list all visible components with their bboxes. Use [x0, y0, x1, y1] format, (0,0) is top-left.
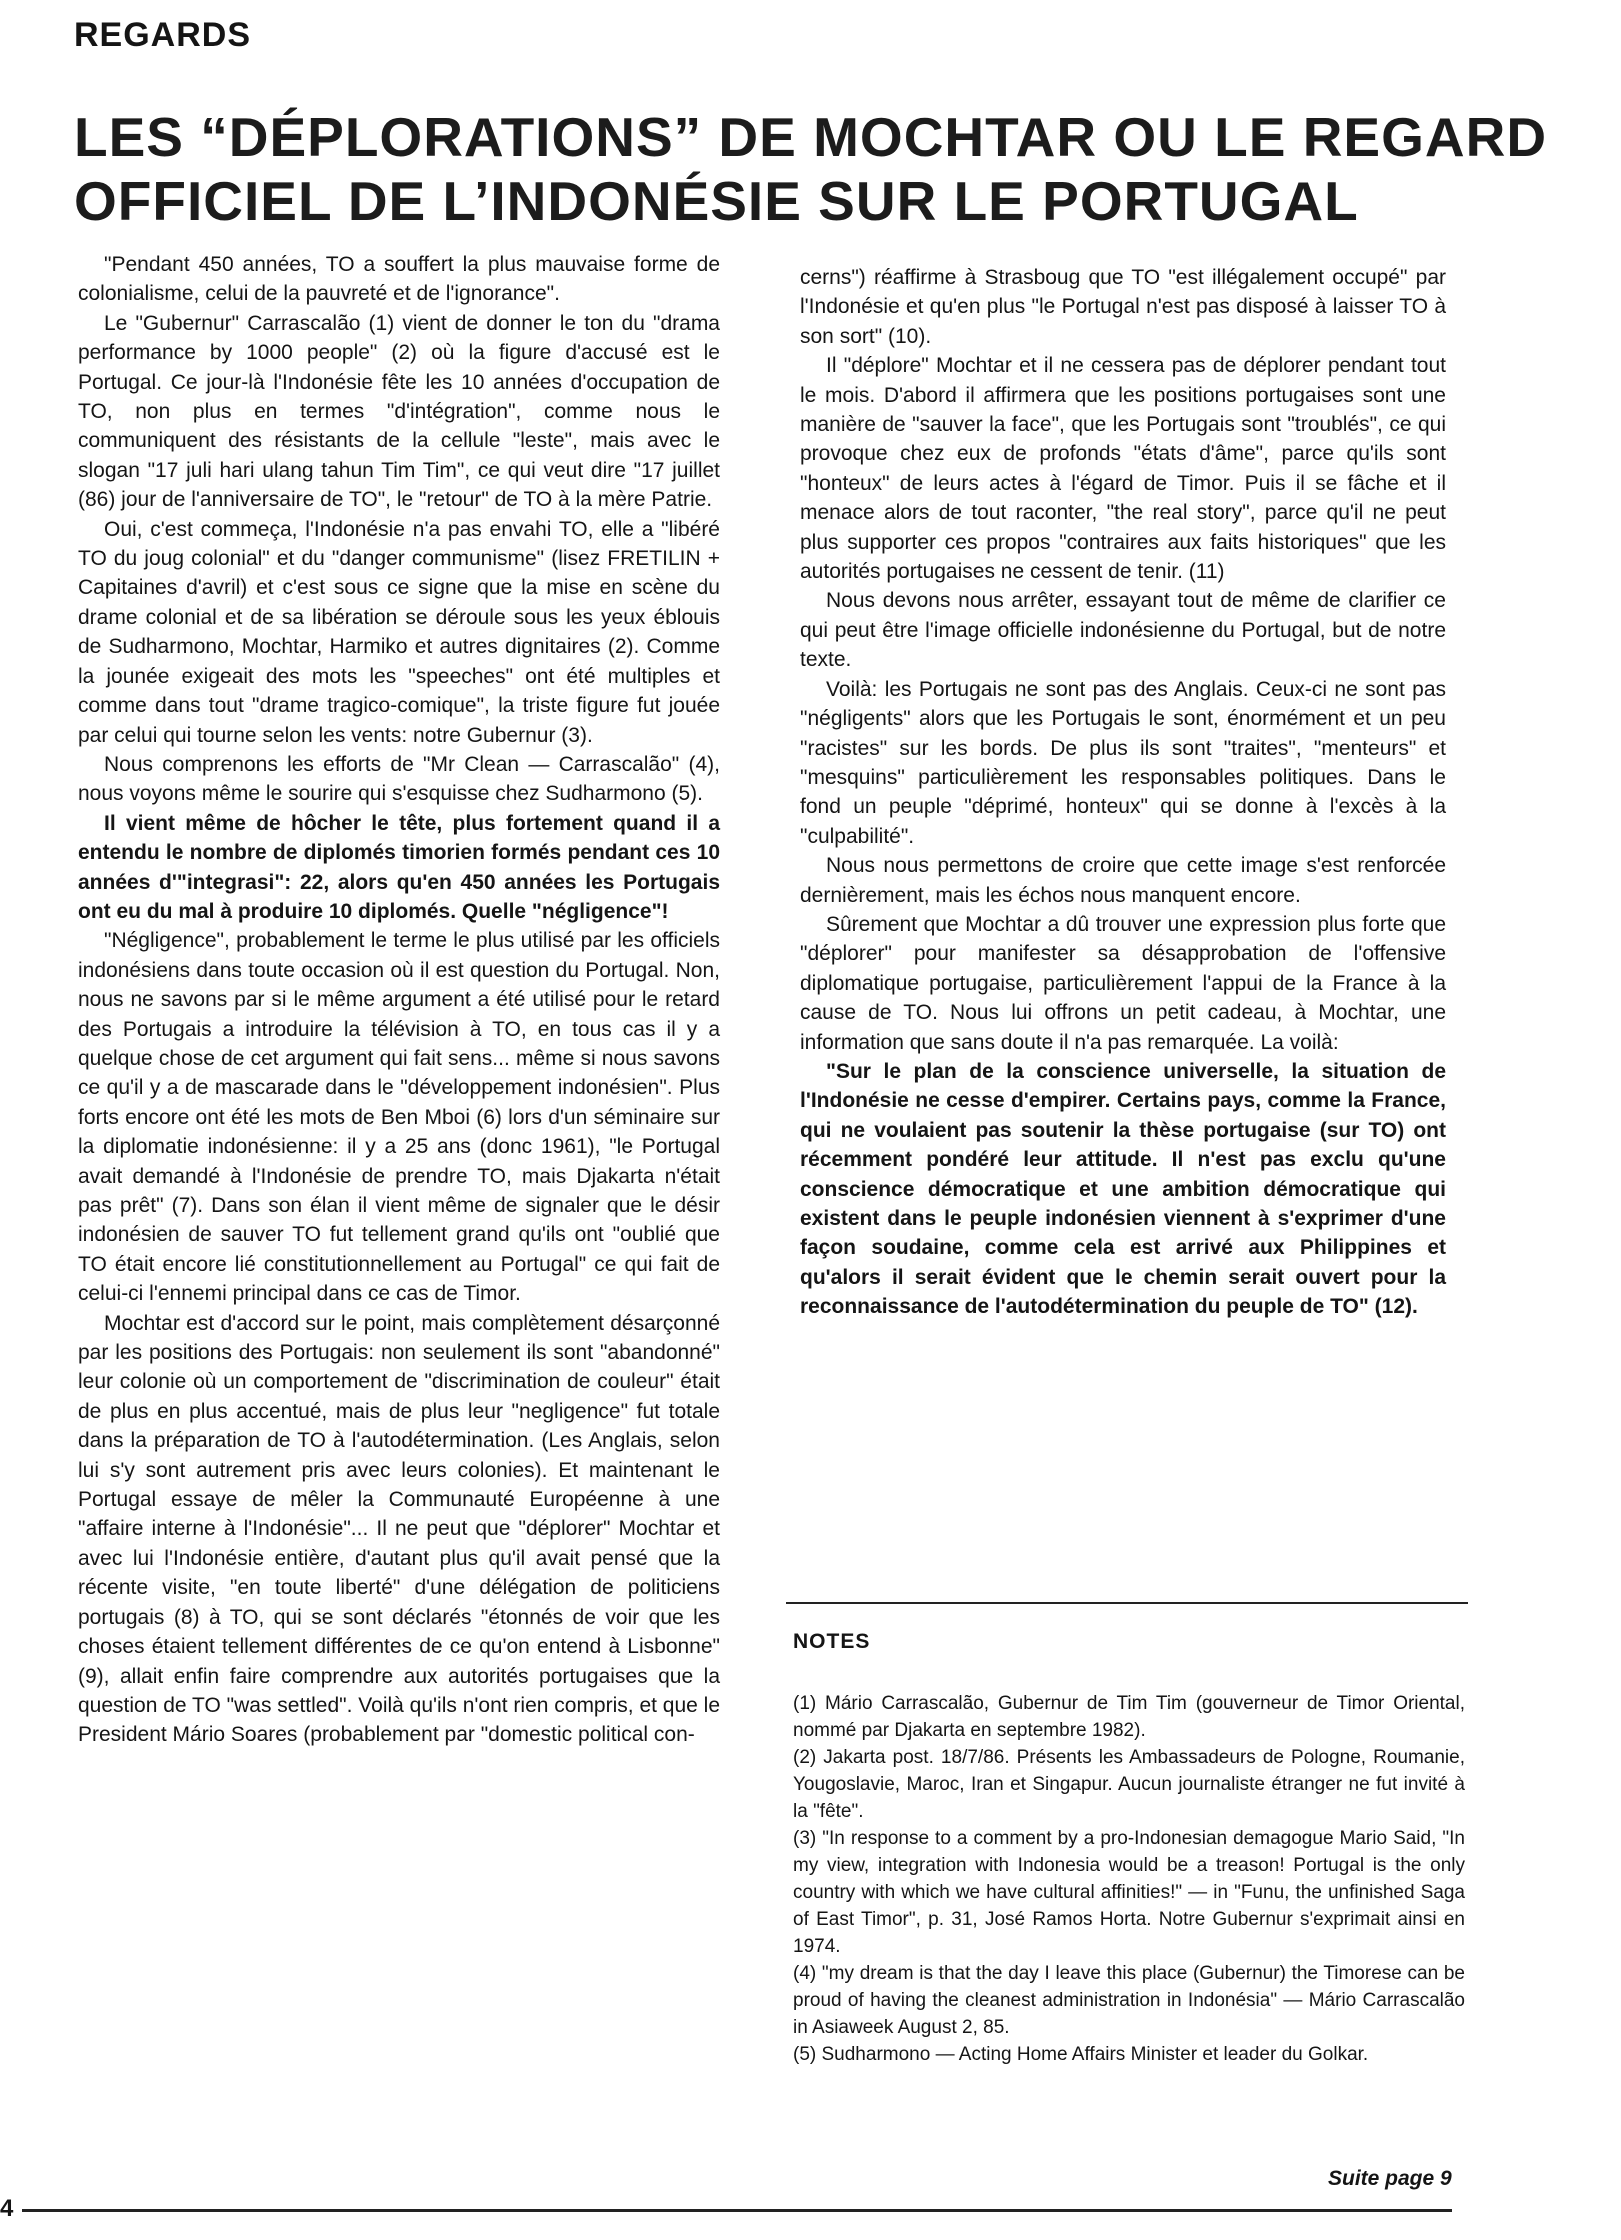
paragraph: Oui, c'est commeça, l'Indonésie n'a pas envahi TO, elle a "libéré TO du joug colonial" et du "danger communisme" (lisez FRETILIN + Capitaines d'avril) et c'est sous ce signe que la mise en scène du drame colonial et de sa libération se déroule sous les yeux éblouis de Sudharmono, Mochtar, Harmiko et autres dignitaires (2). Comme la jounée exigeait des mots les "speeches" ont été multiples et comme dans tout "drame tragico-comique", la triste figure fut jouée par celui qui tourne selon les vents: notre Gubernur (3). — [78, 517, 720, 747]
note-item: (5) Sudharmono — Acting Home Affairs Minister et leader du Golkar. — [793, 2044, 1369, 2065]
article-left-column — [78, 250, 720, 1750]
headline-line-1: LES “DÉPLORATIONS” DE MOCHTAR OU LE REGARD — [74, 106, 1548, 168]
note-item: (1) Mário Carrascalão, Gubernur de Tim Tim (gouverneur de Timor Oriental, nommé par Djakarta en septembre 1982). — [793, 1693, 1465, 1741]
paragraph: Voilà: les Portugais ne sont pas des Anglais. Ceux-ci ne sont pas "négligents" alors que les Portugais le sont, énormément et un peu "racistes" sur les bords. De plus ils sont "traites", "menteurs" et "mesquins" particulièrement les responsables politiques. Dans le fond un peuple "déprimé, honteux" qui se donne à l'excès à la "culpabilité". — [800, 677, 1446, 848]
notes-title: NOTES — [793, 1630, 871, 1653]
quote-paragraph: "Sur le plan de la conscience universelle, la situation de l'Indonésie ne cesse d'empirer. Certains pays, comme la France, qui ne voulaient pas soutenir la thèse portugaise (sur TO) ont récemment pondéré leur attitude. Il n'est pas exclu qu'une conscience démocratique et une ambition démocratique qui existent dans le peuple indonésien viennent à s'exprimer d'une façon soudaine, comme cela est arrivé aux Philippines et qu'alors il serait évident que le chemin serait ouvert pour la reconnaissance de l'autodétermination du peuple de TO" (12). — [800, 1059, 1446, 1319]
section-tag: REGARDS — [74, 16, 252, 54]
paragraph: Sûrement que Mochtar a dû trouver une expression plus forte que "déplorer" pour manifester sa désapprobation de l'offensive diplomatique portugaise, particulièrement l'appui de la France à la cause de TO. Nous lui offrons un petit cadeau, à Mochtar, une information que sans doute il n'a pas remarquée. La voilà: — [800, 912, 1446, 1054]
note-item: (2) Jakarta post. 18/7/86. Présents les Ambassadeurs de Pologne, Roumanie, Yougoslavie, Maroc, Iran et Singapur. Aucun journaliste étranger ne fut invité à la "fête". — [793, 1747, 1465, 1822]
notes-divider — [786, 1602, 1468, 1604]
note-item: (3) "In response to a comment by a pro-Indonesian demagogue Mario Said, "In my view, integration with Indonesia would be a treason! Portugal is the only country with which we have cultural affinities!" — in "Funu, the unfinished Saga of East Timor", p. 31, José Ramos Horta. Notre Gubernur s'exprimait ainsi en 1974. — [793, 1828, 1465, 1957]
paragraph: "Négligence", probablement le terme le plus utilisé par les officiels indonésiens dans toute occasion où il est question du Portugal. Non, nous ne savons par si le même argument a été utilisé pour le retard des Portugais a introduire la télévision à TO, en tous cas il y a quelque chose de cet argument qui fait sens... même si nous savons ce qu'il y a de mascarade dans le "développement indonésien". Plus forts encore ont été les mots de Ben Mboi (6) lors d'un séminaire sur la diplomatie indonésienne: il y a 25 ans (donc 1961), "le Portugal avait demandé à l'Indonésie de prendre TO, mais Djakarta n'était pas prêt" (7). Dans son élan il vient même de signaler que le désir indonésien de sauver TO fut tellement grand qu'ils ont "oublié que TO était encore lié constitutionnellement au Portugal" ce qui fait de celui-ci l'ennemi principal dans ce cas de Timor. — [78, 929, 720, 1306]
page-number: 4 — [0, 2195, 14, 2222]
continued-on-page: Suite page 9 — [1328, 2167, 1452, 2190]
note-item: (4) "my dream is that the day I leave this place (Gubernur) the Timorese can be proud of having the cleanest administration in Indonésia" — Mário Carrascalão in Asiaweek August 2, 85. — [793, 1963, 1465, 2038]
footer-rule — [22, 2209, 1452, 2212]
notes-list — [793, 1690, 1465, 2068]
headline-line-2: OFFICIEL DE L’INDONÉSIE SUR LE PORTUGAL — [74, 170, 1359, 232]
paragraph: Il "déplore" Mochtar et il ne cessera pas de déplorer pendant tout le mois. D'abord il affirmera que les positions portugaises sont une manière de "sauver la face", que les Portugais sont "troublés", ce qui provoque chez eux de profonds "états d'âme", parce qu'ils sont "honteux" de leurs actes à l'égard de Timor. Puis il se fâche et il menace alors de tout raconter, "the real story", parce qu'il ne peut plus supporter ces propos "contraires aux faits historiques" que les autorités portugaises ne cessent de tenir. (11) — [800, 354, 1446, 584]
paragraph: Mochtar est d'accord sur le point, mais complètement désarçonné par les positions des Portugais: non seulement ils sont "abandonné" leur colonie où un comportement de "discrimination de couleur" était de plus en plus accentué, mais de plus leur "negligence" fut totale dans la préparation de TO à l'autodétermination. (Les Anglais, selon lui s'y sont autrement pris avec leurs colonies). Et maintenant le Portugal essaye de mêler la Communauté Européenne à une "affaire interne à l'Indonésie"... Il ne peut que "déplorer" Mochtar et avec lui l'Indonésie entière, d'autant plus qu'il avait pensé que la récente visite, "en toute liberté" d'une délégation de politiciens portugais (8) à TO, qui se sont déclarés "étonnés de voir que les choses étaient tellement différentes de ce qu'on entend à Lisbonne" (9), allait enfin faire comprendre aux autorités portugaises que la question de TO "was settled". Voilà qu'ils n'ont rien compris, et que le President Mário Soares (probablement par "domestic political con- — [78, 1311, 721, 1747]
paragraph: Le "Gubernur" Carrascalão (1) vient de donner le ton du "drama performance by 1000 people" (2) où la figure d'accusé est le Portugal. Ce jour-là l'Indonésie fête les 10 années d'occupation de TO, non plus en termes "d'intégration", comme nous le communiquent des résistants de la cellule "leste", mais avec le slogan "17 juli hari ulang tahun Tim Tim", ce qui veut dire "17 juillet (86) jour de l'anniversaire de TO", le "retour" de TO à la mère Patrie. — [78, 311, 720, 512]
paragraph: Nous comprenons les efforts de "Mr Clean — Carrascalão" (4), nous voyons même le sourire qui s'esquisse chez Sudharmono (5). — [78, 752, 720, 806]
paragraph: Nous nous permettons de croire que cette image s'est renforcée dernièrement, mais les échos nous manquent encore. — [800, 854, 1446, 907]
paragraph: cerns") réaffirme à Strasboug que TO "est illégalement occupé" par l'Indonésie et qu'en plus "le Portugal n'est pas disposé à laisser TO à son sort" (10). — [800, 266, 1446, 348]
paragraph: Il vient même de hôcher le tête, plus fortement quand il a entendu le nombre de diplomés timorien formés pendant ces 10 années d'"integrasi": 22, alors qu'en 450 années les Portugais ont eu du mal à produire 10 diplomés. Quelle "négligence"! — [78, 811, 720, 923]
headline — [74, 105, 1548, 233]
paragraph: Nous devons nous arrêter, essayant tout de même de clarifier ce qui peut être l'image officielle indonésienne du Portugal, but de notre texte. — [800, 589, 1446, 672]
paragraph: "Pendant 450 années, TO a souffert la plus mauvaise forme de colonialisme, celui de la pauvreté et de l'ignorance". — [78, 253, 720, 306]
article-right-column — [800, 263, 1446, 1322]
